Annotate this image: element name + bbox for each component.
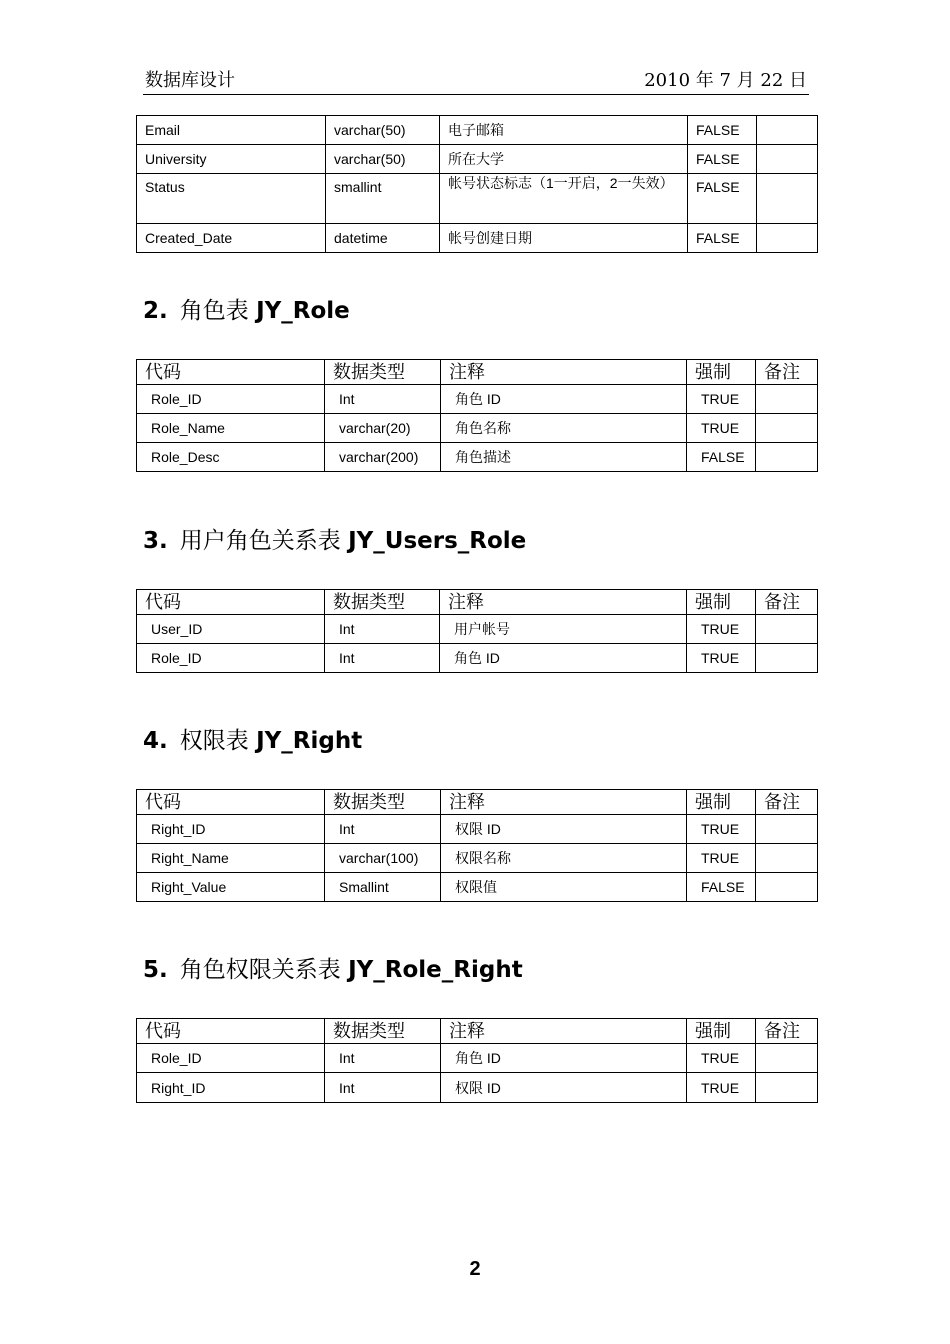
cell-comment: 用户帐号 [440,615,687,644]
cell-code: Right_Value [137,873,325,902]
cell-mandatory: TRUE [687,844,756,873]
cell-remark [756,443,818,472]
header-mandatory: 强制 [687,790,756,815]
cell-remark [756,815,818,844]
section-title-cn: 权限表 [179,728,249,754]
cell-mandatory: FALSE [688,174,757,224]
header-type: 数据类型 [325,1019,441,1044]
cell-remark [757,116,818,145]
cell-type: varchar(200) [325,443,441,472]
cell-comment: 权限值 [441,873,687,902]
cell-comment: 帐号创建日期 [440,224,688,253]
section-title-users-role [143,522,526,555]
cell-remark [756,1073,818,1103]
cell-code: Role_Name [137,414,325,443]
section-title-cn: 角色表 [179,298,249,324]
users-table-continued [136,115,818,253]
cell-type: varchar(50) [326,116,440,145]
page-number: 2 [469,1258,481,1280]
cell-comment: 角色名称 [441,414,687,443]
header-mandatory: 强制 [687,590,756,615]
cell-mandatory: TRUE [687,385,756,414]
cell-mandatory: FALSE [688,145,757,174]
cell-mandatory: TRUE [687,1044,756,1073]
cell-remark [756,615,818,644]
cell-type: datetime [326,224,440,253]
header-remark: 备注 [756,790,818,815]
cell-mandatory: FALSE [687,443,756,472]
table-row [137,1073,818,1103]
cell-code: Status [137,174,326,224]
table-header-row [137,590,818,615]
section-table-name: JY_Role [256,298,350,324]
cell-mandatory: TRUE [687,615,756,644]
cell-comment: 角色描述 [441,443,687,472]
cell-mandatory: FALSE [687,873,756,902]
cell-type: varchar(50) [326,145,440,174]
table-row [137,873,818,902]
table-row [137,1044,818,1073]
cell-code: Created_Date [137,224,326,253]
cell-comment: 权限 ID [441,815,687,844]
table-row [137,615,818,644]
header-code: 代码 [137,360,325,385]
cell-type: Int [325,815,441,844]
header-comment: 注释 [441,360,687,385]
cell-code: University [137,145,326,174]
header-mandatory: 强制 [687,1019,756,1044]
section-number: 5. [143,957,168,983]
section-title-role [143,292,350,325]
header-comment: 注释 [441,1019,687,1044]
cell-remark [757,174,818,224]
section-number: 3. [143,528,168,554]
header-comment: 注释 [441,790,687,815]
table-header-row [137,1019,818,1044]
header-code: 代码 [137,790,325,815]
header-type: 数据类型 [325,790,441,815]
cell-mandatory: TRUE [687,414,756,443]
cell-type: smallint [326,174,440,224]
table-row [137,385,818,414]
cell-code: Role_ID [137,644,325,673]
cell-comment: 所在大学 [440,145,688,174]
cell-comment: 帐号状态标志（1一开启，2一失效） [440,174,688,224]
cell-type: varchar(100) [325,844,441,873]
cell-type: Int [325,644,440,673]
section-number: 2. [143,298,168,324]
header-code: 代码 [137,590,325,615]
header-title: 数据库设计 [145,70,235,91]
header-mandatory: 强制 [687,360,756,385]
header-code: 代码 [137,1019,325,1044]
cell-code: Role_Desc [137,443,325,472]
cell-type: Int [325,1073,441,1103]
table-row [137,443,818,472]
cell-remark [757,145,818,174]
cell-mandatory: FALSE [688,116,757,145]
header-remark: 备注 [756,590,818,615]
table-header-row [137,360,818,385]
cell-remark [756,414,818,443]
header-rule [143,94,809,95]
section-title-cn: 用户角色关系表 [179,528,341,554]
section-title-cn: 角色权限关系表 [179,957,341,983]
section-title-right [143,722,362,755]
table-row [137,844,818,873]
cell-mandatory: FALSE [688,224,757,253]
section-number: 4. [143,728,168,754]
cell-code: Role_ID [137,385,325,414]
cell-comment: 电子邮箱 [440,116,688,145]
cell-remark [756,873,818,902]
right-table [136,789,818,902]
cell-comment: 角色 ID [440,644,687,673]
cell-code: User_ID [137,615,325,644]
cell-remark [757,224,818,253]
cell-comment: 权限 ID [441,1073,687,1103]
cell-comment: 角色 ID [441,385,687,414]
table-row [137,815,818,844]
users-role-table [136,589,818,673]
table-row [137,224,818,253]
header-remark: 备注 [756,360,818,385]
table-header-row [137,790,818,815]
cell-code: Role_ID [137,1044,325,1073]
header-date: 2010 年 7 月 22 日 [644,70,807,91]
cell-comment: 权限名称 [441,844,687,873]
cell-remark [756,644,818,673]
cell-remark [756,385,818,414]
cell-code: Email [137,116,326,145]
cell-mandatory: TRUE [687,815,756,844]
cell-comment: 角色 ID [441,1044,687,1073]
table-row [137,644,818,673]
section-title-role-right [143,951,523,984]
cell-type: Int [325,1044,441,1073]
header-remark: 备注 [756,1019,818,1044]
cell-mandatory: TRUE [687,1073,756,1103]
header-type: 数据类型 [325,590,440,615]
cell-type: Smallint [325,873,441,902]
table-row [137,414,818,443]
cell-type: Int [325,385,441,414]
cell-mandatory: TRUE [687,644,756,673]
cell-code: Right_Name [137,844,325,873]
header-type: 数据类型 [325,360,441,385]
cell-remark [756,844,818,873]
cell-code: Right_ID [137,1073,325,1103]
role-table [136,359,818,472]
section-table-name: JY_Role_Right [348,957,523,983]
section-table-name: JY_Right [256,728,363,754]
role-right-table [136,1018,818,1103]
cell-type: varchar(20) [325,414,441,443]
cell-remark [756,1044,818,1073]
cell-type: Int [325,615,440,644]
table-row [137,174,818,224]
header-comment: 注释 [440,590,687,615]
table-row [137,116,818,145]
table-row [137,145,818,174]
section-table-name: JY_Users_Role [348,528,527,554]
cell-code: Right_ID [137,815,325,844]
